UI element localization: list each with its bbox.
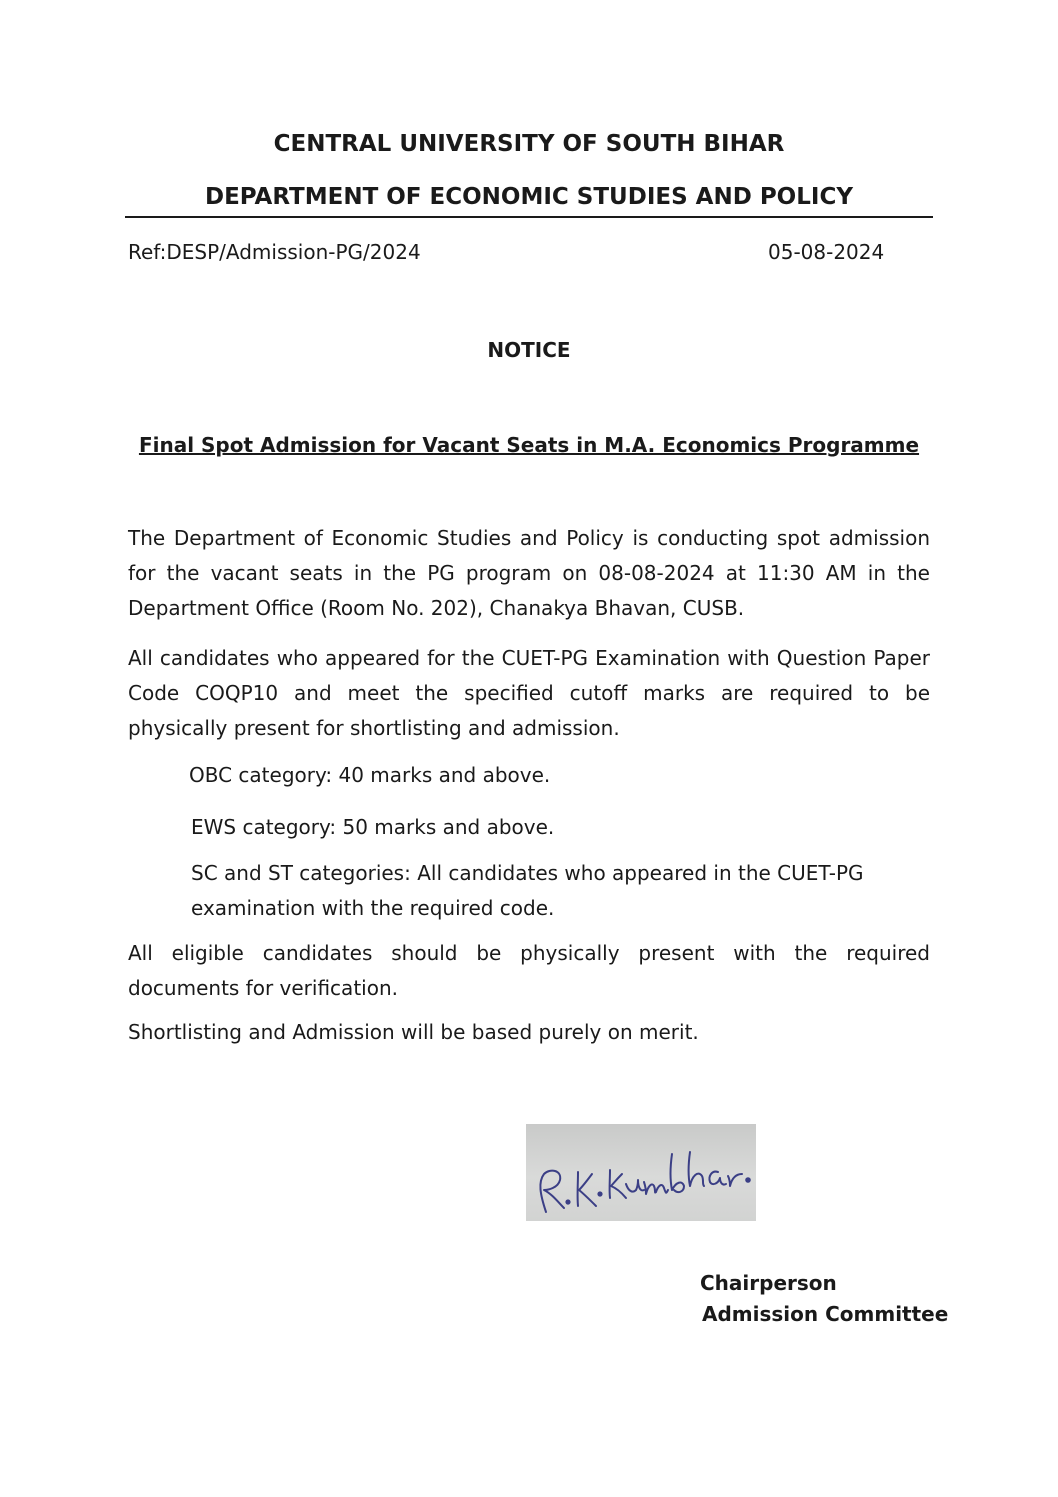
body-paragraph-2: All candidates who appeared for the CUET-PG Examination with Question Paper Code COQP10 and meet the specified cutoff marks are required to be physically present for shortlisting and admission. (128, 646, 930, 740)
signatory-committee: Admission Committee (702, 1302, 949, 1326)
signature-image (526, 1124, 756, 1221)
criteria-item-obc: OBC category: 40 marks and above. (189, 763, 551, 787)
signatory-designation: Chairperson (700, 1271, 837, 1295)
notice-title: NOTICE (487, 338, 571, 362)
body-paragraph-4: Shortlisting and Admission will be based purely on merit. (128, 1020, 699, 1044)
header-divider (125, 216, 933, 218)
criteria-item-sc-st: SC and ST categories: All candidates who appeared in the CUET-PG examination with the required code. (191, 861, 864, 920)
body-paragraph-3: All eligible candidates should be physically present with the required documents for verification. (128, 941, 930, 1000)
handwritten-signature (526, 1124, 756, 1221)
criteria-item-ews: EWS category: 50 marks and above. (191, 815, 555, 839)
department-name: DEPARTMENT OF ECONOMIC STUDIES AND POLICY (205, 184, 853, 210)
reference-number: Ref:DESP/Admission-PG/2024 (128, 240, 421, 264)
university-name: CENTRAL UNIVERSITY OF SOUTH BIHAR (273, 131, 785, 157)
notice-date: 05-08-2024 (768, 240, 885, 264)
body-paragraph-1: The Department of Economic Studies and Policy is conducting spot admission for the vacant seats in the PG program on 08-08-2024 at 11:30 AM in the Department Office (Room No. 202), Chanakya Bhavan, CUSB. (128, 526, 930, 620)
notice-subject: Final Spot Admission for Vacant Seats in M.A. Economics Programme (138, 433, 920, 457)
